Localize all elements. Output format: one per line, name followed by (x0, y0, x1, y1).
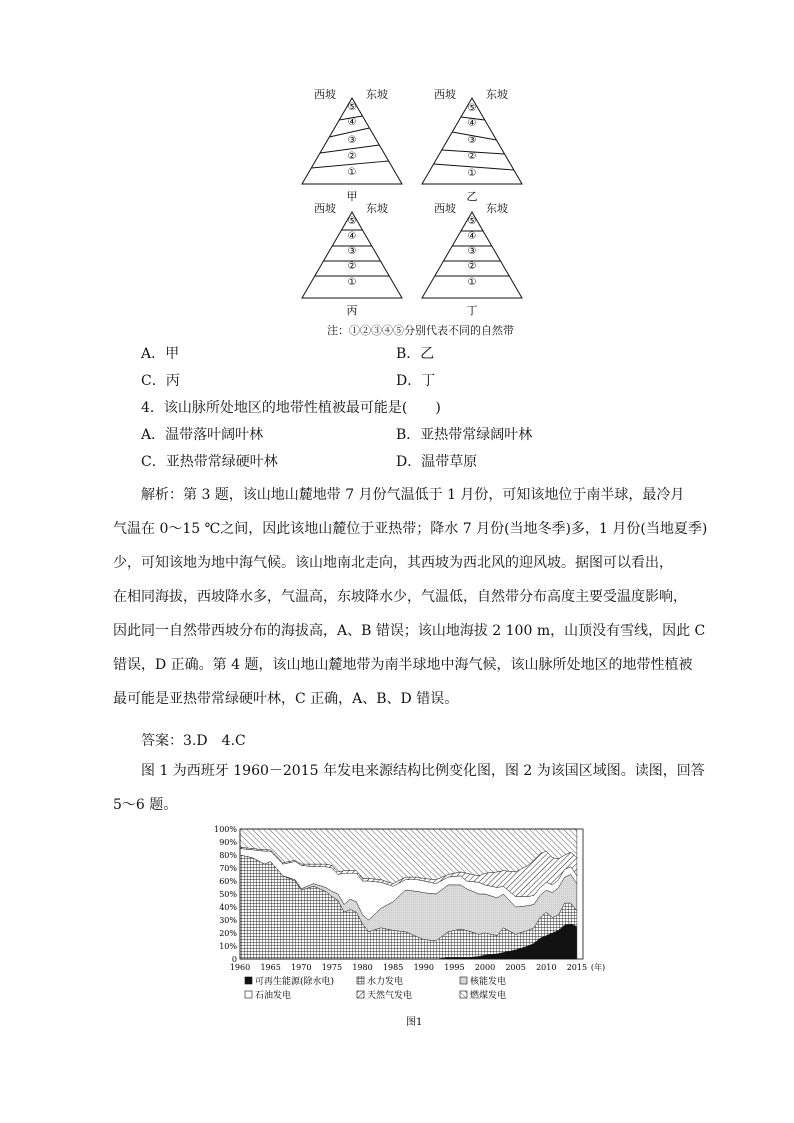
q3-option-b: B．乙 (396, 346, 435, 362)
zone-label: ⑤ (347, 102, 357, 113)
west-slope-label: 西坡 (434, 202, 456, 215)
zone-label: ① (347, 277, 357, 288)
y-tick-label: 60% (219, 877, 237, 886)
q3-option-c: C．丙 (141, 373, 180, 389)
y-tick-label: 10% (219, 942, 237, 951)
diagram-jia (300, 92, 404, 204)
x-tick-label: 1995 (444, 963, 465, 972)
analysis-line: 少，可知该地为地中海气候。该山地南北走向，其西坡为西北风的迎风坡。据图可以看出， (113, 555, 673, 571)
y-tick-label: 90% (219, 838, 237, 847)
zone-label: ④ (347, 117, 357, 128)
west-slope-label: 西坡 (434, 88, 456, 101)
zone-label: ② (347, 151, 357, 162)
intro-line: 5～6 题。 (113, 797, 178, 813)
x-tick-label: 1965 (260, 963, 281, 972)
legend-swatch (245, 977, 252, 984)
zone-label: ② (467, 151, 477, 162)
legend-label: 燃煤发电 (470, 991, 507, 1001)
legend-swatch (460, 991, 467, 998)
x-tick-label: 1960 (229, 963, 251, 972)
q4-option-b: B．亚热带常绿阔叶林 (396, 427, 533, 443)
zone-label: ① (467, 168, 477, 179)
x-tick-label: 2005 (505, 963, 526, 972)
legend-swatch (460, 977, 467, 984)
diagram-note: 注：①②③④⑤分别代表不同的自然带 (327, 324, 514, 337)
q4-option-a: A．温带落叶阔叶林 (141, 427, 264, 443)
analysis-line: 因此同一自然带西坡分布的海拔高，A、B 错误；该山地海拔 2 100 m，山顶没有雪线，因此 C (113, 623, 706, 639)
zone-label: ① (347, 167, 357, 178)
diagram-yi (420, 92, 524, 204)
y-tick-label: 50% (219, 890, 237, 899)
zone-label: ⑤ (347, 216, 357, 227)
zone-label: ② (467, 261, 477, 272)
legend-label: 石油发电 (255, 991, 292, 1001)
diagram-label: 甲 (346, 190, 358, 203)
x-tick-label: 1970 (291, 963, 312, 972)
y-tick-label: 70% (219, 864, 237, 873)
y-tick-label: 80% (219, 851, 237, 860)
east-slope-label: 东坡 (366, 202, 388, 215)
x-axis-unit: (年) (590, 963, 606, 972)
diagram-label: 乙 (466, 190, 478, 203)
q4-option-d: D．温带草原 (396, 454, 478, 470)
x-tick-label: 2010 (536, 963, 557, 972)
intro-line: 图 1 为西班牙 1960－2015 年发电来源结构比例变化图，图 2 为该国区域图。读图，回答 (141, 763, 705, 779)
zone-label: ④ (347, 231, 357, 242)
x-tick-label: 1975 (321, 963, 343, 972)
q4-option-c: C．亚热带常绿硬叶林 (141, 454, 278, 470)
zone-label: ③ (347, 246, 357, 257)
x-tick-label: 1990 (413, 963, 434, 972)
diagram-label: 丙 (346, 304, 358, 317)
zone-label: ④ (467, 118, 477, 129)
power-source-chart (205, 822, 625, 1032)
q4-stem: 4．该山脉所处地区的地带性植被最可能是( ) (141, 400, 441, 416)
zone-label: ② (347, 261, 357, 272)
analysis-line: 在相同海拔，西坡降水多，气温高，东坡降水少，气温低，自然带分布高度主要受温度影响， (113, 589, 687, 605)
q3-option-d: D．丁 (396, 373, 436, 389)
analysis-line: 错误，D 正确。第 4 题，该山地山麓地带为南半球地中海气候，该山脉所处地区的地带性植被 (113, 657, 693, 673)
analysis (113, 478, 708, 716)
east-slope-label: 东坡 (486, 202, 508, 215)
analysis-line: 气温在 0～15 ℃之间，因此该地山麓位于亚热带；降水 7 月份(当地冬季)多，1 月份(当地夏季) (113, 521, 708, 537)
legend-swatch (357, 977, 364, 984)
analysis-line: 解析：第 3 题，该山地山麓地带 7 月份气温低于 1 月份，可知该地位于南半球，最冷月 (141, 487, 685, 503)
diagram-label: 丁 (466, 304, 478, 317)
legend-swatch (245, 991, 252, 998)
y-tick-label: 30% (219, 916, 237, 925)
y-tick-label: 100% (214, 825, 237, 834)
zone-label: ① (467, 277, 477, 288)
legend-label: 核能发电 (470, 977, 507, 987)
diagram-bing (300, 206, 404, 318)
east-slope-label: 东坡 (486, 88, 508, 101)
x-tick-label: 2015 (566, 963, 588, 972)
zone-label: ⑤ (467, 103, 477, 114)
chart-caption: 图1 (406, 1017, 423, 1028)
zone-label: ⑤ (467, 216, 477, 227)
q3-option-a: A．甲 (141, 346, 180, 362)
x-tick-label: 1985 (382, 963, 404, 972)
diagram-ding (420, 206, 524, 318)
west-slope-label: 西坡 (314, 88, 336, 101)
legend-label: 天然气发电 (367, 991, 413, 1001)
zone-label: ③ (347, 135, 357, 146)
east-slope-label: 东坡 (366, 88, 388, 101)
x-tick-label: 1980 (352, 963, 373, 972)
legend-swatch (357, 991, 364, 998)
legend-label: 可再生能源(除水电) (255, 977, 335, 987)
zone-label: ④ (467, 231, 477, 242)
zone-label: ③ (467, 135, 477, 146)
analysis-line: 最可能是亚热带常绿硬叶林，C 正确，A、B、D 错误。 (113, 691, 459, 707)
x-tick-label: 2000 (474, 963, 496, 972)
y-tick-label: 40% (219, 903, 237, 912)
y-tick-label: 20% (219, 929, 237, 938)
zone-label: ③ (467, 246, 477, 257)
legend-label: 水力发电 (367, 977, 404, 987)
y-tick-label: 0 (231, 955, 237, 964)
answer: 答案：3.D 4.C (141, 733, 246, 749)
west-slope-label: 西坡 (314, 202, 336, 215)
intro (113, 754, 703, 822)
